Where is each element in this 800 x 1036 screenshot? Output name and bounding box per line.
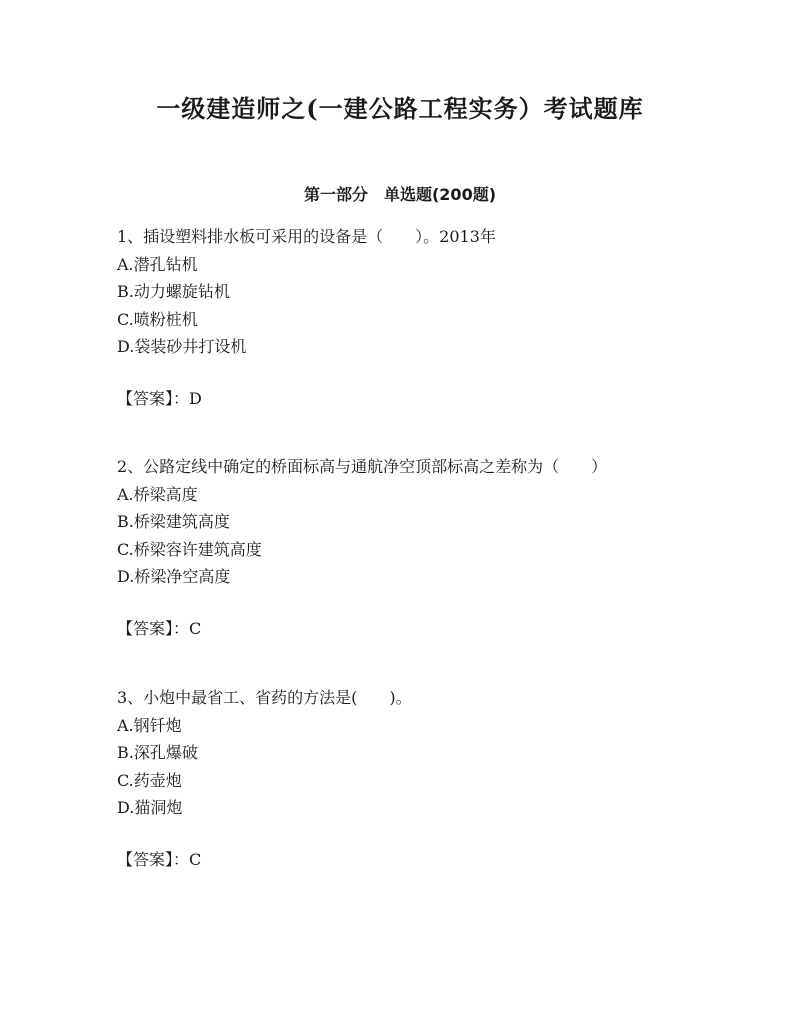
option-c: C.喷粉桩机 — [117, 309, 198, 329]
option-a: A.钢钎炮 — [117, 715, 182, 735]
answer-line: 【答案】：C — [117, 618, 202, 638]
question-stem: 1、插设塑料排水板可采用的设备是（ ）。2013年 — [117, 227, 496, 246]
question-2 — [117, 453, 737, 642]
option-c: C.桥梁容许建筑高度 — [117, 539, 262, 559]
document-title: 一级建造师之(一建公路工程实务）考试题库 — [156, 94, 644, 123]
answer-line: 【答案】：C — [117, 849, 202, 869]
section-title: 第一部分 单选题(200题) — [303, 185, 497, 204]
option-d: D.猫洞炮 — [117, 798, 183, 817]
option-a: A.桥梁高度 — [117, 484, 198, 504]
option-b: B.深孔爆破 — [117, 743, 198, 762]
answer-line: 【答案】：D — [117, 388, 202, 408]
question-stem: 3、小炮中最省工、省药的方法是( )。 — [117, 688, 412, 707]
question-1 — [117, 223, 737, 412]
option-c: C.药壶炮 — [117, 770, 182, 790]
option-a: A.潜孔钻机 — [117, 254, 198, 274]
option-b: B.动力螺旋钻机 — [117, 282, 230, 301]
question-stem: 2、公路定线中确定的桥面标高与通航净空顶部标高之差称为（ ） — [117, 457, 608, 476]
question-3 — [117, 684, 737, 873]
option-d: D.桥梁净空高度 — [117, 567, 231, 586]
option-b: B.桥梁建筑高度 — [117, 512, 230, 531]
option-d: D.袋装砂井打设机 — [117, 337, 247, 356]
